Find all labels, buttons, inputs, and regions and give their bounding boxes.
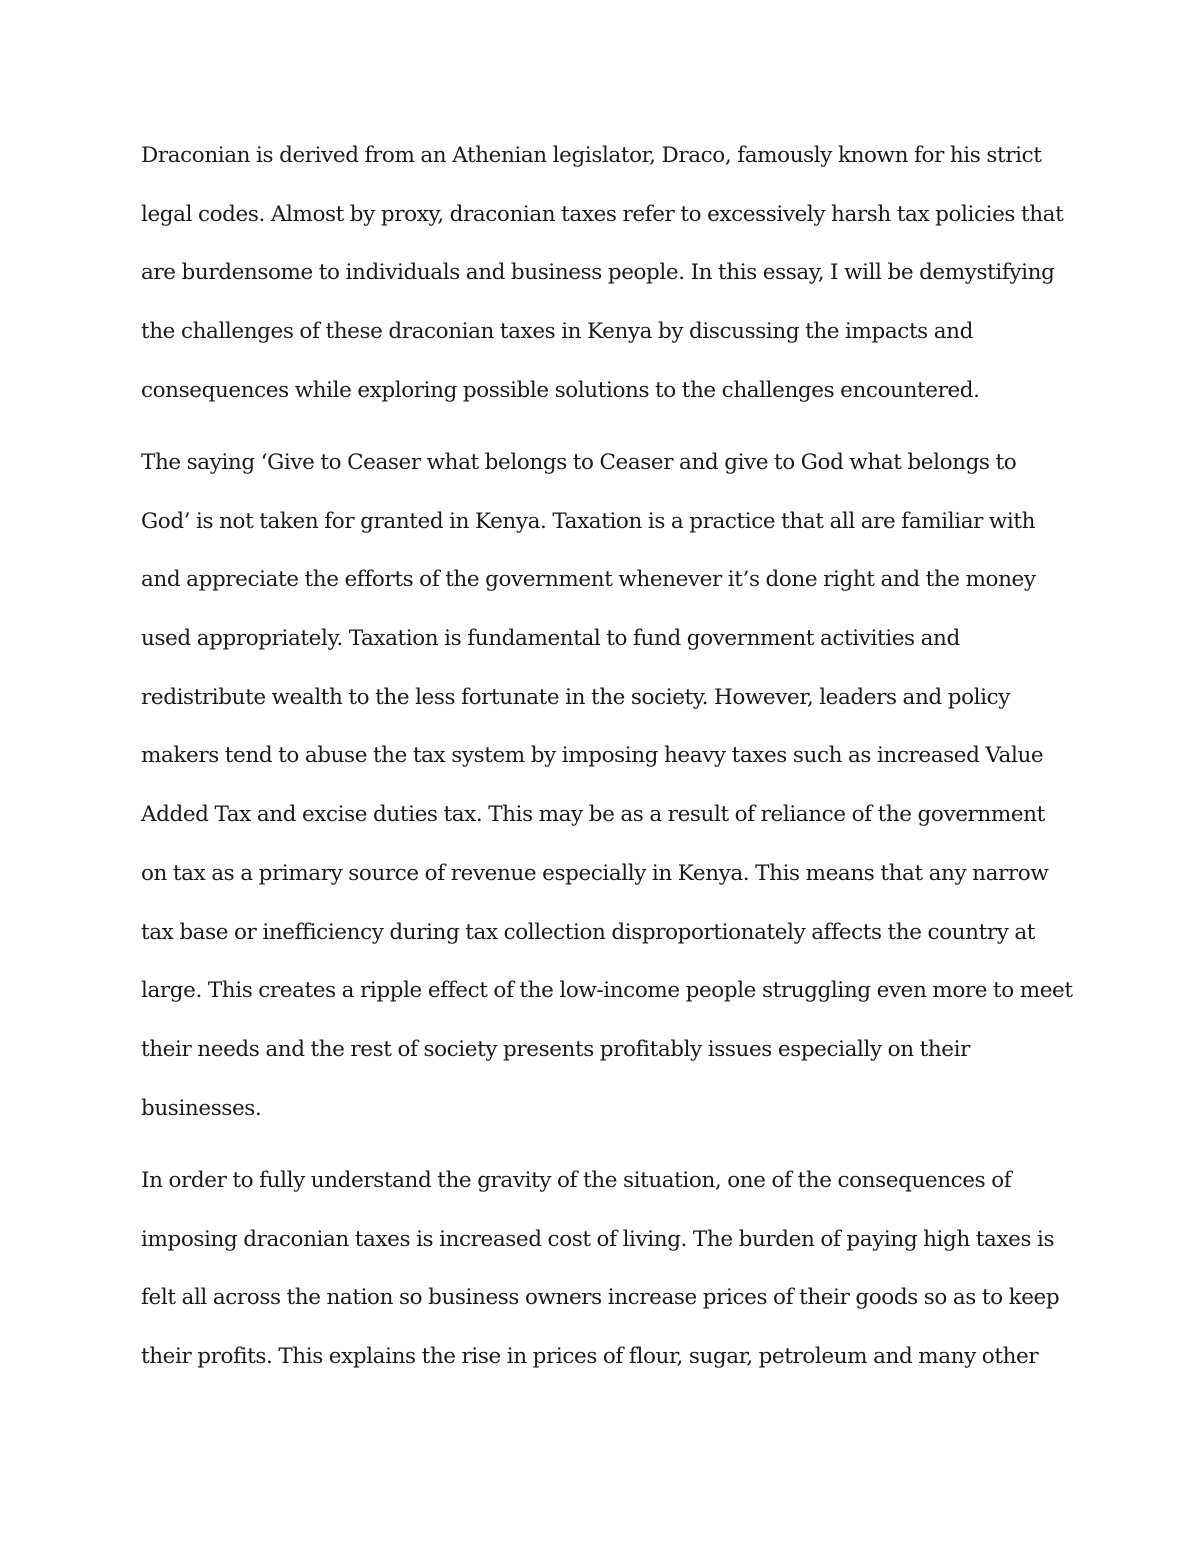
text-line: tax base or inefficiency during tax collection disproportionately affects the country at [141,919,1036,945]
paragraph-1 [141,127,1081,420]
text-line: imposing draconian taxes is increased cost of living. The burden of paying high taxes is [141,1226,1055,1252]
text-line: Draconian is derived from an Athenian legislator, Draco, famously known for his strict [141,143,1042,168]
text-line: the challenges of these draconian taxes in Kenya by discussing the impacts and [141,319,973,345]
text-line: redistribute wealth to the less fortunate in the society. However, leaders and policy [141,684,1010,710]
paragraph-3 [141,1152,1081,1387]
text-line: are burdensome to individuals and business people. In this essay, I will be demystifying [141,260,1055,286]
text-line: felt all across the nation so business owners increase prices of their goods so as to keep [141,1285,1060,1311]
text-line: In order to fully understand the gravity of the situation, one of the consequences of [141,1168,1012,1193]
text-line: on tax as a primary source of revenue especially in Kenya. This means that any narrow [141,860,1049,886]
text-line: God’ is not taken for granted in Kenya. Taxation is a practice that all are familiar with [141,508,1036,534]
text-line: businesses. [141,1095,262,1121]
text-line: large. This creates a ripple effect of the low-income people struggling even more to meet [141,978,1073,1004]
text-line: consequences while exploring possible solutions to the challenges encountered. [141,377,980,403]
text-line: and appreciate the efforts of the government whenever it’s done right and the money [141,567,1036,593]
text-line: used appropriately. Taxation is fundamental to fund government activities and [141,626,960,652]
text-line: legal codes. Almost by proxy, draconian taxes refer to excessively harsh tax policies that [141,201,1064,227]
text-line: their needs and the rest of society presents profitably issues especially on their [141,1036,970,1062]
text-line: The saying ‘Give to Ceaser what belongs to Ceaser and give to God what belongs to [141,450,1017,475]
text-line: makers tend to abuse the tax system by imposing heavy taxes such as increased Value [141,743,1044,769]
text-line: Added Tax and excise duties tax. This may be as a result of reliance of the government [141,802,1045,828]
text-line: their profits. This explains the rise in prices of flour, sugar, petroleum and many other [141,1344,1039,1370]
paragraph-2 [141,434,1081,1138]
